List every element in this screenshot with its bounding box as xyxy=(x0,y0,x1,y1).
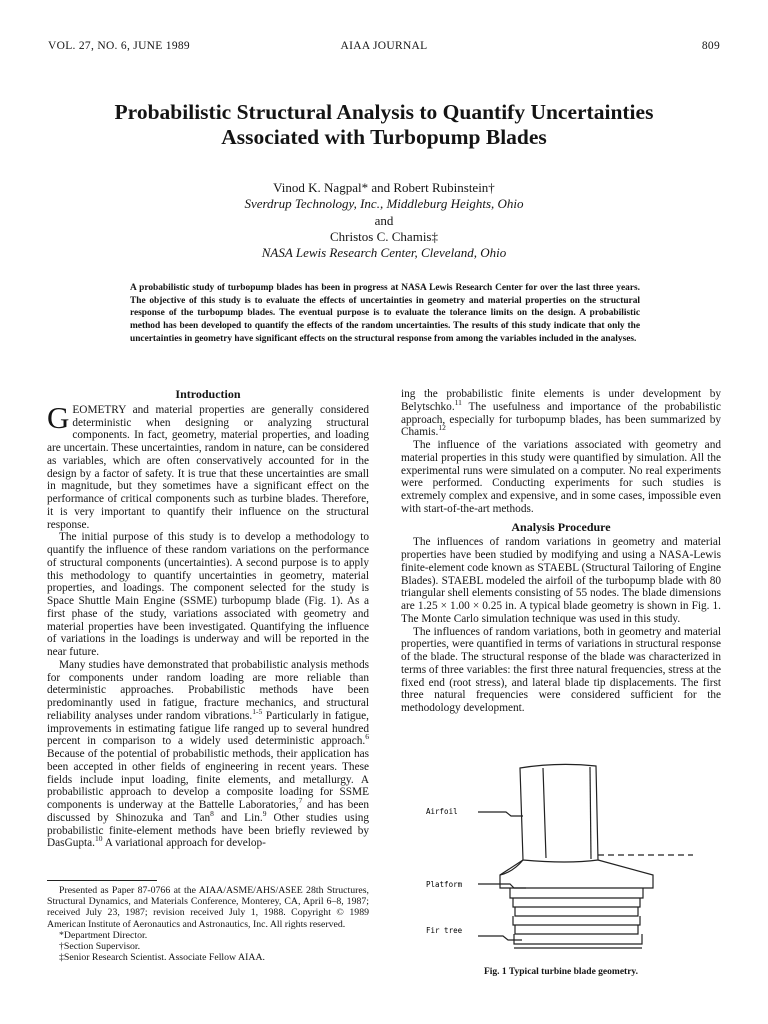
caption-text: Typical turbine blade geometry. xyxy=(508,967,639,977)
caption-number: Fig. 1 xyxy=(483,967,507,977)
figure-1 xyxy=(418,760,718,972)
airfoil-leader xyxy=(478,812,523,816)
firtree-lobe-6 xyxy=(514,934,642,944)
ref-7: 7 xyxy=(298,796,303,806)
ref-12: 12 xyxy=(438,423,446,433)
paper-title xyxy=(40,100,728,150)
airfoil-edge-line xyxy=(543,768,546,858)
firtree-lobe-3 xyxy=(515,907,638,916)
firtree-lobe-4 xyxy=(513,916,640,925)
footnote-presented: Presented as Paper 87-0766 at the AIAA/ASME/AHS/ASEE 28th Structures, Structural Dynamics, and Materials Conference, Monterey, CA, April 6–8, 1987; received July 23, 1987; revision received July 1, 1988. Copyright © 1989 American Institute of Aeronautics and Astronautics, Inc. All rights reserved. xyxy=(47,885,369,930)
intro-p3-text-e: and Lin. xyxy=(213,811,263,824)
page-number: 809 xyxy=(701,40,720,52)
footnote-author-1: *Department Director. xyxy=(59,929,148,941)
firtree-lobe-2 xyxy=(513,898,640,907)
intro-p3-text-d: and has been discussed by Shinozuka and Tan xyxy=(47,799,369,824)
ref-6: 6 xyxy=(365,732,369,742)
intro-paragraph-1-text: EOMETRY and material properties are generally considered deterministic when designing or analyzing structural components. In fact, geometry, material properties, and loading are uncertain. These uncertainties, random in nature, can be considered as variables, which are often conservatively accounted for in the design by a factor of safety. It is true that these uncertainties are small in magnitude, but they sometimes have a significant effect on the performance of critical components such as turbine blades. Therefore, it is very important to quantify their influence on the structural response. xyxy=(47,403,369,531)
intro-paragraph-2: The initial purpose of this study is to develop a methodology to quantify the influence of these random variations on the performance of structural components (uncertainties). A second purpose is to apply this methodology to quantify uncertainties in geometry, material properties, and loadings. The component selected for the study is Space Shuttle Main Engine (SSME) turbopump blade (Fig. 1). As a first phase of the study, variations associated with geometry and material properties have been investigated. Quantifying the influence of variations in the loadings is underway and will be reported in the near future. xyxy=(47,531,369,658)
authors-line-2: Christos C. Chamis‡ xyxy=(330,228,438,244)
drop-cap: G xyxy=(47,399,70,435)
figure-label-platform: Platform xyxy=(426,880,463,889)
intro-paragraph-1 xyxy=(47,399,369,532)
journal-name: AIAA JOURNAL xyxy=(340,40,428,52)
figure-label-airfoil: Airfoil xyxy=(426,807,458,816)
affiliation-1: Sverdrup Technology, Inc., Middleburg Heights, Ohio xyxy=(244,196,524,212)
intro-p3-text-b: Particularly in fatigue, improvements in estimating fatigue life ranged up to several hundred percent in comparison to a widely used deterministic approach. xyxy=(47,709,369,748)
analysis-procedure-heading: Analysis Procedure xyxy=(511,519,611,534)
ref-8: 8 xyxy=(210,808,214,818)
figure-1-caption xyxy=(401,967,721,977)
platform-outline xyxy=(500,860,653,888)
turbine-blade-drawing xyxy=(418,760,718,972)
ref-10: 10 xyxy=(95,834,103,844)
airfoil-trailing-line xyxy=(590,767,591,859)
affiliation-2: NASA Lewis Research Center, Cleveland, Ohio xyxy=(261,245,507,261)
introduction-heading: Introduction xyxy=(175,387,241,401)
right-column xyxy=(401,388,721,715)
intro-p3-text-c: Because of the potential of probabilistic methods, their application has been accepted in other fields of engineering in recent years. These fields include input loading, finite elements, and metallurgy. A probabilistic approach to develop a composite loading for SSME components is underway at the Battelle Laboratories, xyxy=(47,748,369,811)
firtree-leader xyxy=(478,936,522,940)
intro-p3-text-f: Other studies using probabilistic finite-element methods have been briefly reviewed by DasGupta. xyxy=(47,811,370,850)
authors-line-1: Vinod K. Nagpal* and Robert Rubinstein† xyxy=(273,180,495,195)
footnote-rule xyxy=(47,880,157,881)
title-line-2: Associated with Turbopump Blades xyxy=(221,125,547,149)
airfoil-outline xyxy=(520,764,598,862)
analysis-paragraph-2: The influences of random variations, both in geometry and material properties, were quantified in terms of variations in structural response of the blade. The structural response of the blade was characterized in terms of three variables: the first three natural frequencies, stress at the fixed end (root stress), and lateral blade tip displacements. The first three natural frequencies were considered sufficient for the methodology development. xyxy=(401,625,721,714)
ref-1-5: 1-5 xyxy=(252,706,263,716)
firtree-lobe-1 xyxy=(510,888,643,898)
author-block xyxy=(0,180,768,261)
ref-9: 9 xyxy=(262,808,267,818)
intro-paragraph-3 xyxy=(47,659,369,850)
abstract: A probabilistic study of turbopump blades has been in progress at NASA Lewis Research Center for over the last three years. The objective of this study is to evaluate the effects of uncertainties in geometry and material properties on the structural response of the turbopump blades. The eventual purpose is to evaluate the tolerance limits on the design. A probabilistic method has been developed to quantify the effects of the random uncertainties. The results of this study indicate that only the uncertainties in geometry have significant effects on the structural response from among the variables included in the analyses. xyxy=(130,283,640,344)
continued-paragraph xyxy=(401,388,721,439)
authors-and: and xyxy=(374,212,394,228)
title-line-1: Probabilistic Structural Analysis to Quantify Uncertainties xyxy=(114,100,654,124)
intro-p3-text-g: A variational approach for develop- xyxy=(102,837,266,850)
analysis-paragraph-1: The influences of random variations in geometry and material properties have been studied by modifying and using a NASA-Lewis finite-element code known as STAEBL (Structural Tailoring of Engine Blades). STAEBL modeled the airfoil of the turbopump blade with 80 triangular shell elements consisting of 55 nodes. The blade dimensions are 1.25 × 1.00 × 0.25 in. A typical blade geometry is shown in Fig. 1. The Monte Carlo simulation technique was used in this study. xyxy=(401,536,721,625)
left-column xyxy=(47,388,369,850)
simulation-paragraph: The influence of the variations associated with geometry and material properties in this study were quantified by simulation. All the experimental runs were simulated on a computer. No real experiments were performed. Conducting experiments for such studies is extremely complex and expensive, and in some cases, impossible even with start-of-the-art methods. xyxy=(401,439,721,515)
footnote-author-3: ‡Senior Research Scientist. Associate Fellow AIAA. xyxy=(59,952,265,964)
cont-text-a: ing the probabilistic finite elements is under development by Belytschko. xyxy=(401,388,721,413)
cont-text-b: The usefulness and importance of the probabilistic approach, especially for turbopump blades, has been summarized by Chamis. xyxy=(401,400,721,439)
firtree-lobe-5 xyxy=(515,925,638,934)
ref-11: 11 xyxy=(454,397,462,407)
footnote-author-2: †Section Supervisor. xyxy=(59,941,141,953)
volume-info: VOL. 27, NO. 6, JUNE 1989 xyxy=(48,40,190,52)
intro-p3-text-a: Many studies have demonstrated that probabilistic analysis methods for components under random loading are more reliable than deterministic approaches. Probabilistic methods have been predominantly used in fatigue, fracture mechanics, and structural reliability analyses under random vibrations. xyxy=(47,658,369,722)
figure-label-firtree: Fir tree xyxy=(426,926,463,935)
footnotes xyxy=(47,885,369,963)
